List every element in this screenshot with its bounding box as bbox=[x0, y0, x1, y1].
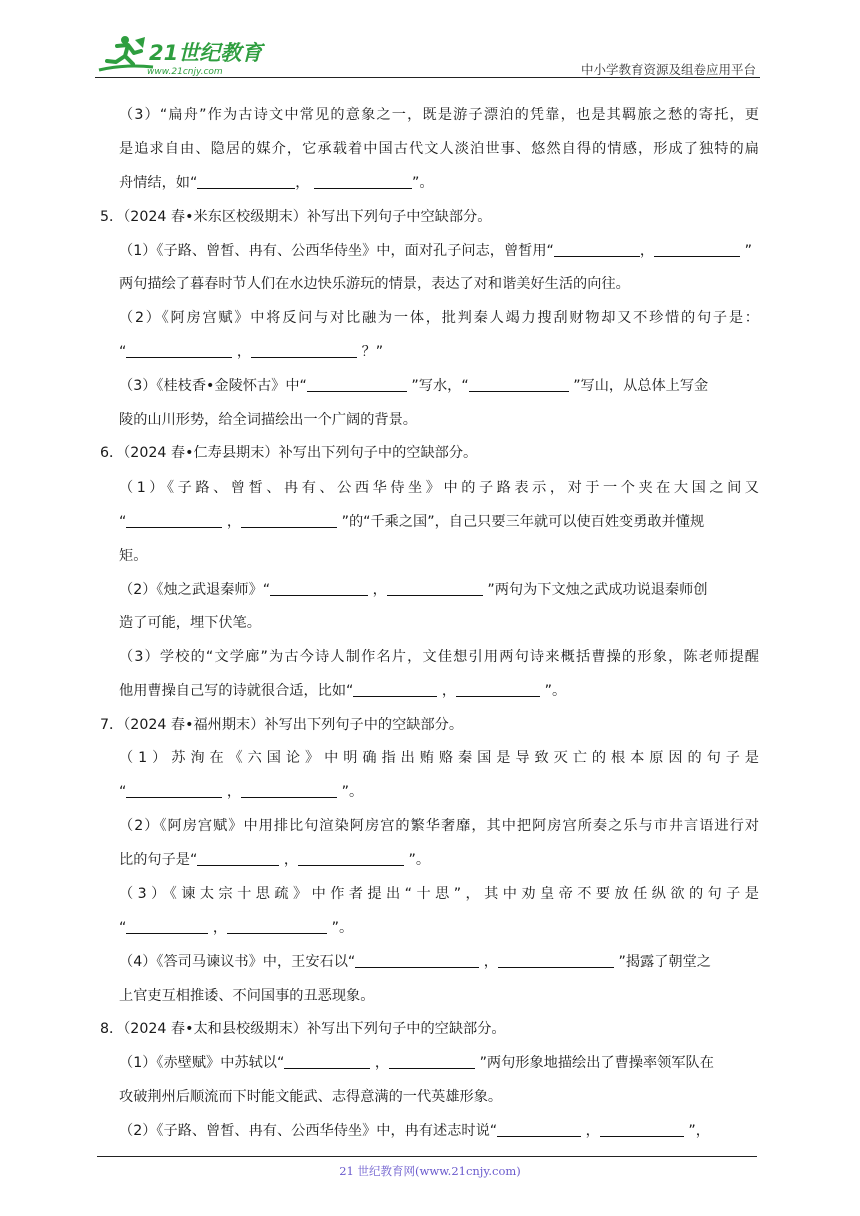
svg-text:21世纪教育: 21世纪教育 bbox=[149, 41, 263, 65]
text: （4）《答司马谏议书》中，王安石以“ bbox=[119, 954, 356, 970]
q5-1-line1 bbox=[119, 241, 759, 261]
q7-2-line1: （2）《阿房宫赋》中用排比句渲染阿房宫的繁华奢靡，其中把阿房宫所奏之乐与市井言语进行对 bbox=[119, 818, 759, 834]
answer-blank[interactable] bbox=[241, 513, 337, 528]
text: ”。 bbox=[331, 920, 354, 936]
q7-title: 7．（2024 春•福州期末）补写出下列句子中的空缺部分。 bbox=[100, 717, 464, 733]
answer-blank[interactable] bbox=[469, 377, 569, 392]
text: ” bbox=[744, 243, 752, 259]
q5-3-line1 bbox=[119, 376, 708, 396]
page-footer[interactable]: 21 世纪教育网(www.21cnjy.com) bbox=[339, 1164, 521, 1178]
text: ”写水，“ bbox=[411, 378, 469, 394]
q6-title: 6．（2024 春•仁寿县期末）补写出下列句子中的空缺部分。 bbox=[100, 445, 478, 461]
answer-blank[interactable] bbox=[456, 682, 540, 697]
q5-1-line2: 两句描绘了暮春时节人们在水边快乐游玩的情景，表达了对和谐美好生活的向往。 bbox=[119, 276, 630, 292]
q4-3-line3 bbox=[119, 173, 434, 193]
answer-blank[interactable] bbox=[497, 1122, 581, 1137]
text: （2）《子路、曾皙、冉有、公西华侍坐》中，冉有述志时说“ bbox=[119, 1123, 498, 1139]
answer-blank[interactable] bbox=[197, 851, 279, 866]
page-header bbox=[95, 28, 760, 80]
q8-1-line1 bbox=[119, 1053, 714, 1073]
q8-1-line2: 攻破荆州后顺流而下时能文能武、志得意满的一代英雄形象。 bbox=[119, 1089, 503, 1105]
header-divider bbox=[95, 77, 760, 78]
q7-3-line1: （3）《谏太宗十思疏》中作者提出“十思”，其中劝皇帝不要放任纵欲的句子是 bbox=[119, 886, 759, 902]
text: ”的“千乘之国”，自己只要三年就可以使百姓变勇敢并懂规 bbox=[341, 514, 705, 530]
q6-1-line1: （1）《子路、曾皙、冉有、公西华侍坐》中的子路表示，对于一个夹在大国之间又 bbox=[119, 480, 759, 496]
q8-2-line1 bbox=[119, 1121, 710, 1141]
q7-4-line1 bbox=[119, 952, 711, 972]
answer-blank[interactable] bbox=[554, 242, 640, 257]
answer-blank[interactable] bbox=[498, 953, 614, 968]
answer-blank[interactable] bbox=[126, 513, 222, 528]
answer-blank[interactable] bbox=[600, 1122, 684, 1137]
text: （3）《桂枝香•金陵怀古》中“ bbox=[119, 378, 307, 394]
q4-3-line2: 是追求自由、隐居的媒介，它承载着中国古代文人淡泊世事、悠然自得的情感，形成了独特的扁 bbox=[119, 141, 759, 157]
q5-3-line2: 陵的山川形势，给全词描绘出一个广阔的背景。 bbox=[119, 412, 417, 428]
answer-blank[interactable] bbox=[241, 783, 337, 798]
q7-1-line1: （1）苏洵在《六国论》中明确指出贿赂秦国是导致灭亡的根本原因的句子是 bbox=[119, 750, 759, 766]
separator: ， bbox=[639, 243, 655, 259]
q6-1-line2 bbox=[119, 512, 704, 532]
answer-blank[interactable] bbox=[126, 343, 232, 358]
text: “ bbox=[119, 784, 127, 800]
text: “ bbox=[119, 514, 127, 530]
text: 比的句子是“ bbox=[119, 852, 198, 868]
answer-blank[interactable] bbox=[284, 1054, 370, 1069]
text: ”。 bbox=[544, 683, 567, 699]
text: “ bbox=[119, 344, 127, 360]
site-logo bbox=[95, 34, 265, 78]
text: （2）《烛之武退秦师》“ bbox=[119, 582, 271, 598]
answer-blank[interactable] bbox=[270, 581, 368, 596]
q5-title: 5．（2024 春•米东区校级期末）补写出下列句子中空缺部分。 bbox=[100, 209, 492, 225]
answer-blank[interactable] bbox=[126, 783, 222, 798]
text: ”， bbox=[688, 1123, 710, 1139]
q6-2-line2: 造了可能，埋下伏笔。 bbox=[119, 615, 261, 631]
answer-blank[interactable] bbox=[355, 953, 479, 968]
text: ？” bbox=[361, 344, 384, 360]
answer-blank[interactable] bbox=[353, 682, 437, 697]
q6-1-line3: 矩。 bbox=[119, 548, 148, 564]
separator: ， bbox=[374, 1055, 390, 1071]
separator: ， bbox=[226, 784, 242, 800]
q4-3-line1: （3）“扁舟”作为古诗文中常见的意象之一，既是游子漂泊的凭靠，也是其羁旅之愁的寄托，更 bbox=[119, 107, 759, 123]
answer-blank[interactable] bbox=[298, 851, 404, 866]
separator: ， bbox=[295, 175, 310, 191]
answer-blank[interactable] bbox=[387, 581, 483, 596]
q5-2-line1: （2）《阿房宫赋》中将反问与对比融为一体，批判秦人竭力搜刮财物却又不珍惜的句子是： bbox=[119, 310, 759, 326]
separator: ， bbox=[441, 683, 457, 699]
answer-blank[interactable] bbox=[197, 174, 295, 189]
answer-blank[interactable] bbox=[126, 919, 208, 934]
separator: ， bbox=[226, 514, 242, 530]
separator: ， bbox=[585, 1123, 600, 1139]
q7-3-line2 bbox=[119, 918, 353, 938]
separator: ， bbox=[236, 344, 252, 360]
text: ”。 bbox=[408, 852, 431, 868]
q7-4-line2: 上官吏互相推诿、不问国事的丑恶现象。 bbox=[119, 988, 375, 1004]
text: 舟情结，如“ bbox=[119, 175, 198, 191]
q6-3-line2 bbox=[119, 681, 566, 701]
text: ”两句为下文烛之武成功说退秦师创 bbox=[487, 582, 708, 598]
text: ”。 bbox=[412, 175, 434, 191]
text: 他用曹操自己写的诗就很合适，比如“ bbox=[119, 683, 354, 699]
text: ”。 bbox=[341, 784, 364, 800]
separator: ， bbox=[483, 954, 498, 970]
q7-2-line2 bbox=[119, 850, 430, 870]
q6-2-line1 bbox=[119, 580, 708, 600]
answer-blank[interactable] bbox=[654, 242, 740, 257]
answer-blank[interactable] bbox=[251, 343, 357, 358]
separator: ， bbox=[212, 920, 228, 936]
text: （1）《子路、曾皙、冉有、公西华侍坐》中，面对孔子问志，曾皙用“ bbox=[119, 243, 554, 259]
text: ”写山，从总体上写金 bbox=[573, 378, 709, 394]
answer-blank[interactable] bbox=[314, 174, 412, 189]
answer-blank[interactable] bbox=[389, 1054, 475, 1069]
answer-blank[interactable] bbox=[227, 919, 327, 934]
text: ”揭露了朝堂之 bbox=[618, 954, 711, 970]
text: “ bbox=[119, 920, 127, 936]
separator: ， bbox=[283, 852, 299, 868]
q8-title: 8．（2024 春•太和县校级期末）补写出下列句子中的空缺部分。 bbox=[100, 1021, 506, 1037]
separator: ， bbox=[372, 582, 387, 598]
platform-title: 中小学教育资源及组卷应用平台 bbox=[580, 62, 756, 77]
text: ”两句形象地描绘出了曹操率领军队在 bbox=[479, 1055, 714, 1071]
q7-1-line2 bbox=[119, 782, 363, 802]
svg-text:www.21cnjy.com: www.21cnjy.com bbox=[147, 67, 223, 77]
q6-3-line1: （3）学校的“文学廊”为古今诗人制作名片，文佳想引用两句诗来概括曹操的形象，陈老师提醒 bbox=[119, 649, 759, 665]
answer-blank[interactable] bbox=[307, 377, 407, 392]
text: （1）《赤壁赋》中苏轼以“ bbox=[119, 1055, 285, 1071]
footer-divider bbox=[97, 1156, 757, 1157]
q5-2-line2 bbox=[119, 342, 383, 362]
